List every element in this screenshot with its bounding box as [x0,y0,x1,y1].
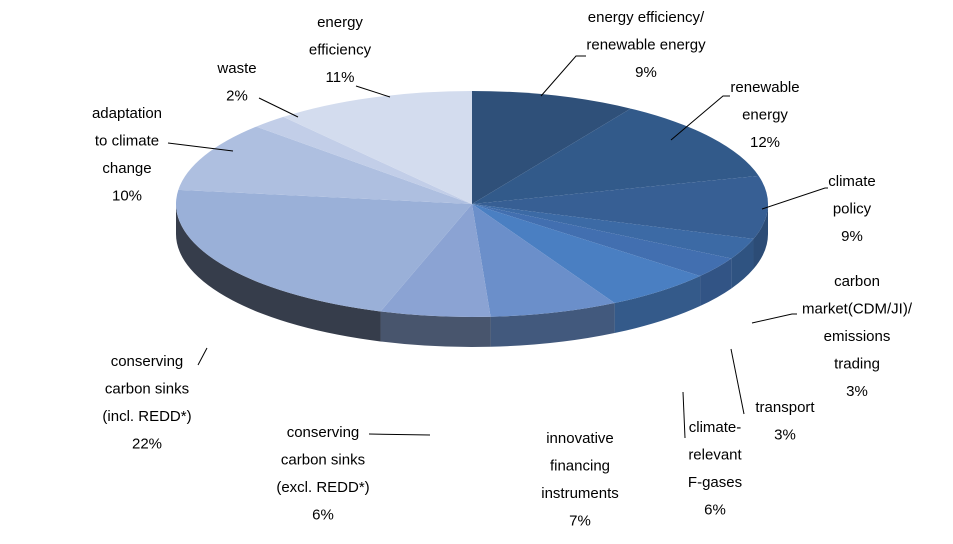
leader-line-climate-policy [762,188,828,209]
slice-label-waste [216,60,256,105]
slice-percent: 9% [635,64,657,81]
slice-percent: 9% [841,228,863,245]
slice-percent: 6% [704,501,726,519]
leader-line-conserving-carbon-sinks-excl-redd [369,434,430,435]
slice-label-line: trading [834,355,880,373]
slice-label-adaptation-to-climate-change [92,105,162,205]
slice-label-conserving-carbon-sinks-excl-redd [276,424,369,524]
slice-label-line: climate [828,173,876,190]
slice-label-line: adaptation [91,105,163,122]
slice-label-innovative-financing-instruments [541,430,619,530]
slice-label-line: conserving [110,353,184,370]
slice-percent: 22% [131,435,163,453]
slice-label-climate-relevant-f-gases [688,419,743,519]
slice-label-energy-efficiency-renewable-energy [586,9,706,81]
slice-percent: 2% [226,87,248,105]
pie-top-layer [176,91,768,317]
slice-label-line: waste [217,60,257,77]
slice-label-renewable-energy [730,79,799,151]
slice-label-line: innovative [546,430,614,447]
leader-line-waste [259,98,298,117]
slice-label-line: renewable energy [586,36,706,54]
slice-label-line: efficiency [308,41,372,59]
leader-line-transport [731,349,744,414]
slice-percent: 10% [111,187,143,205]
slice-label-line: change [102,160,152,177]
slice-label-line: transport [755,399,815,416]
slice-label-line: financing [549,457,611,475]
leader-line-climate-relevant-f-gases [683,392,685,438]
slice-label-conserving-carbon-sinks-incl-redd [102,353,191,453]
slice-label-line: to climate [94,132,160,150]
slice-label-carbon-market-cdm-ji-emissions-trading [802,273,913,400]
slice-label-line: instruments [541,485,619,502]
leader-line-conserving-carbon-sinks-incl-redd [198,348,207,365]
leader-line-energy-efficiency-renewable-energy [541,56,586,96]
slice-label-line: market(CDM/JI)/ [802,300,912,318]
slice-label-transport [755,399,815,444]
slice-label-line: carbon sinks [280,451,366,469]
slice-label-line: F-gases [687,474,743,491]
slice-label-climate-policy [828,173,876,245]
slice-label-line: relevant [688,446,742,464]
slice-label-line: carbon sinks [104,380,190,398]
leader-line-energy-efficiency [356,86,390,97]
slice-label-line: energy efficiency/ [587,9,705,26]
slice-label-line: emissions [823,328,891,345]
slice-label-energy-efficiency [309,14,372,86]
slice-label-line: carbon [834,273,880,290]
slice-label-line: (incl. REDD*) [102,408,192,425]
slice-label-line: energy [317,14,363,31]
slice-label-line: energy [742,106,788,124]
slice-percent: 6% [312,506,334,524]
slice-percent: 3% [774,426,796,444]
slice-label-line: (excl. REDD*) [276,479,370,496]
slice-percent: 3% [846,383,868,400]
leader-line-carbon-market-cdm-ji-emissions-trading [752,314,797,323]
slice-label-line: renewable [730,79,800,96]
slice-label-line: climate- [688,419,742,436]
slice-label-line: policy [832,200,872,218]
slice-percent: 11% [325,69,355,86]
slice-percent: 12% [749,134,781,151]
slice-label-line: conserving [286,424,360,441]
slice-percent: 7% [569,512,591,530]
